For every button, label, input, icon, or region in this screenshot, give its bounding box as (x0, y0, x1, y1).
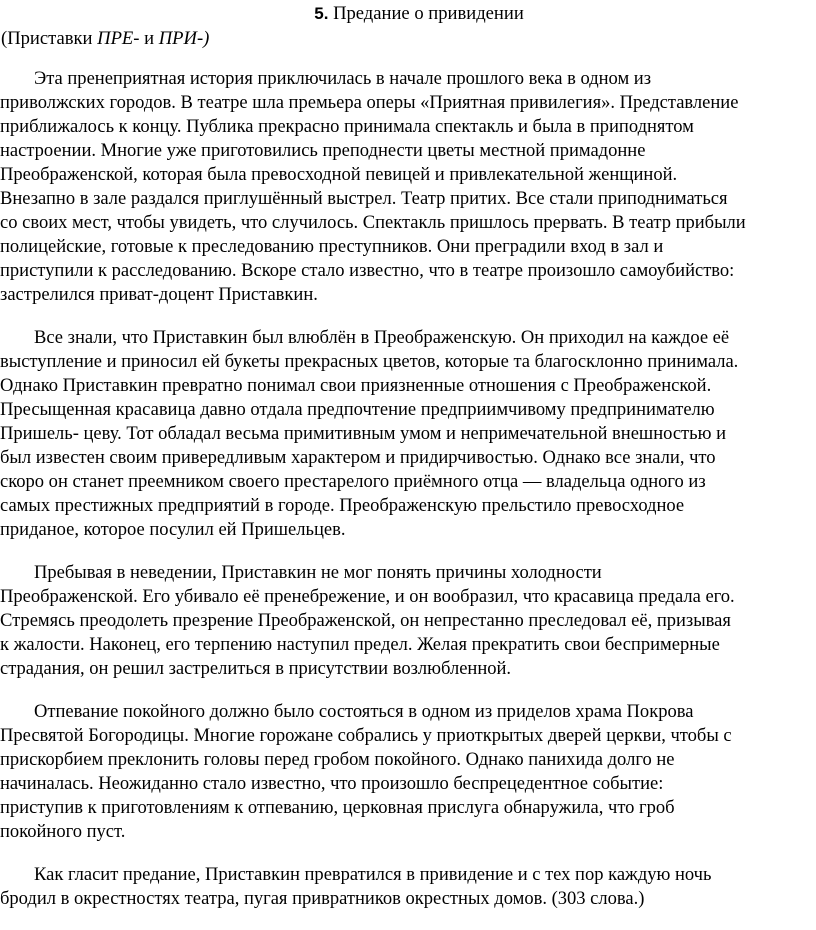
paragraph-3 (0, 561, 816, 681)
text-line: приволжских городов. В театре шла премьера оперы «Приятная привилегия». Представление (0, 92, 739, 113)
subtitle-and: и (139, 28, 159, 49)
text-line: прискорбием преклонить головы перед гробом покойного. Однако панихида долго не (0, 749, 675, 770)
text-line: приближалось к концу. Публика прекрасно принимала спектакль и была в приподнятом (0, 116, 694, 137)
body-text (0, 67, 816, 930)
paragraph-1 (0, 67, 816, 307)
text-line: Стремясь преодолеть презрение Преображенской, он непрестанно преследовал её, призывая (0, 610, 731, 631)
subtitle-pre: ПРЕ- (97, 28, 140, 49)
text-line: со своих мест, чтобы увидеть, что случилось. Спектакль пришлось прервать. В театр прибыли (0, 212, 746, 233)
text-line: приступив к приготовлениям к отпеванию, церковная прислуга обнаружила, что гроб (0, 797, 675, 818)
text-line: Пребывая в неведении, Приставкин не мог понять причины холодности (34, 562, 602, 583)
paragraph-4 (0, 700, 816, 844)
text-line: Преображенской, которая была превосходной певицей и привлекательной женщиной. (0, 164, 678, 185)
text-line: бродил в окрестностях театра, пугая привратников окрестных домов. (303 слова.) (0, 888, 645, 909)
text-line: настроении. Многие уже приготовились преподнести цветы местной примадонне (0, 140, 646, 161)
text-line: Все знали, что Приставкин был влюблён в Преображенскую. Он приходил на каждое её (34, 327, 730, 348)
subtitle-open: (Приставки (1, 28, 98, 49)
text-line: приступили к расследованию. Вскоре стало известно, что в театре произошло самоубийство: (0, 260, 735, 281)
text-line: полицейские, готовые к преследованию преступников. Они преградили вход в зал и (0, 236, 664, 257)
paragraph-2 (0, 326, 816, 542)
text-line: Как гласит предание, Приставкин превратился в привидение и с тех пор каждую ночь (34, 864, 712, 885)
text-line: Преображенской. Его убивало её пренебрежение, и он вообразил, что красавица предала его. (0, 586, 735, 607)
text-line: выступление и приносил ей букеты прекрасных цветов, которые та благосклонно принимала. (0, 351, 739, 372)
text-line: к жалости. Наконец, его терпению наступил предел. Желая прекратить свои беспримерные (0, 634, 720, 655)
text-line: страдания, он решил застрелиться в присутствии возлюбленной. (0, 658, 512, 679)
text-line: Пресыщенная красавица давно отдала предпочтение предприимчивому предпринимателю (0, 399, 715, 420)
text-line: Пришель- цеву. Тот обладал весьма примитивным умом и непримечательной внешностью и (0, 423, 726, 444)
text-line: застрелился приват-доцент Приставкин. (0, 284, 318, 305)
text-line: скоро он станет преемником своего престарелого приёмного отца — владельца одного из (0, 471, 706, 492)
text-line: Пресвятой Богородицы. Многие горожане собрались у приоткрытых дверей церкви, чтобы с (0, 725, 732, 746)
text-line: Отпевание покойного должно было состояться в одном из приделов храма Покрова (34, 701, 694, 722)
task-number: 5. (314, 4, 329, 23)
text-line: покойного пуст. (0, 821, 126, 842)
text-line: самых престижных предприятий в городе. Преображенскую прельстило превосходное (0, 495, 685, 516)
text-line: был известен своим привередливым характером и придирчивостью. Однако все знали, что (0, 447, 716, 468)
text-line: Эта пренеприятная история приключилась в начале прошлого века в одном из (34, 68, 652, 89)
subtitle (1, 28, 209, 50)
text-line: приданое, которое посулил ей Пришельцев. (0, 519, 346, 540)
title-line (0, 3, 816, 25)
subtitle-pri: ПРИ-) (158, 28, 210, 49)
text-line: Внезапно в зале раздался приглушённый выстрел. Театр притих. Все стали приподниматься (0, 188, 728, 209)
text-line: Однако Приставкин превратно понимал свои приязненные отношения с Преображенской. (0, 375, 712, 396)
text-line: начиналась. Неожиданно стало известно, что произошло беспрецедентное событие: (0, 773, 664, 794)
document-title: Предание о привидении (333, 3, 524, 24)
paragraph-5 (0, 863, 816, 911)
